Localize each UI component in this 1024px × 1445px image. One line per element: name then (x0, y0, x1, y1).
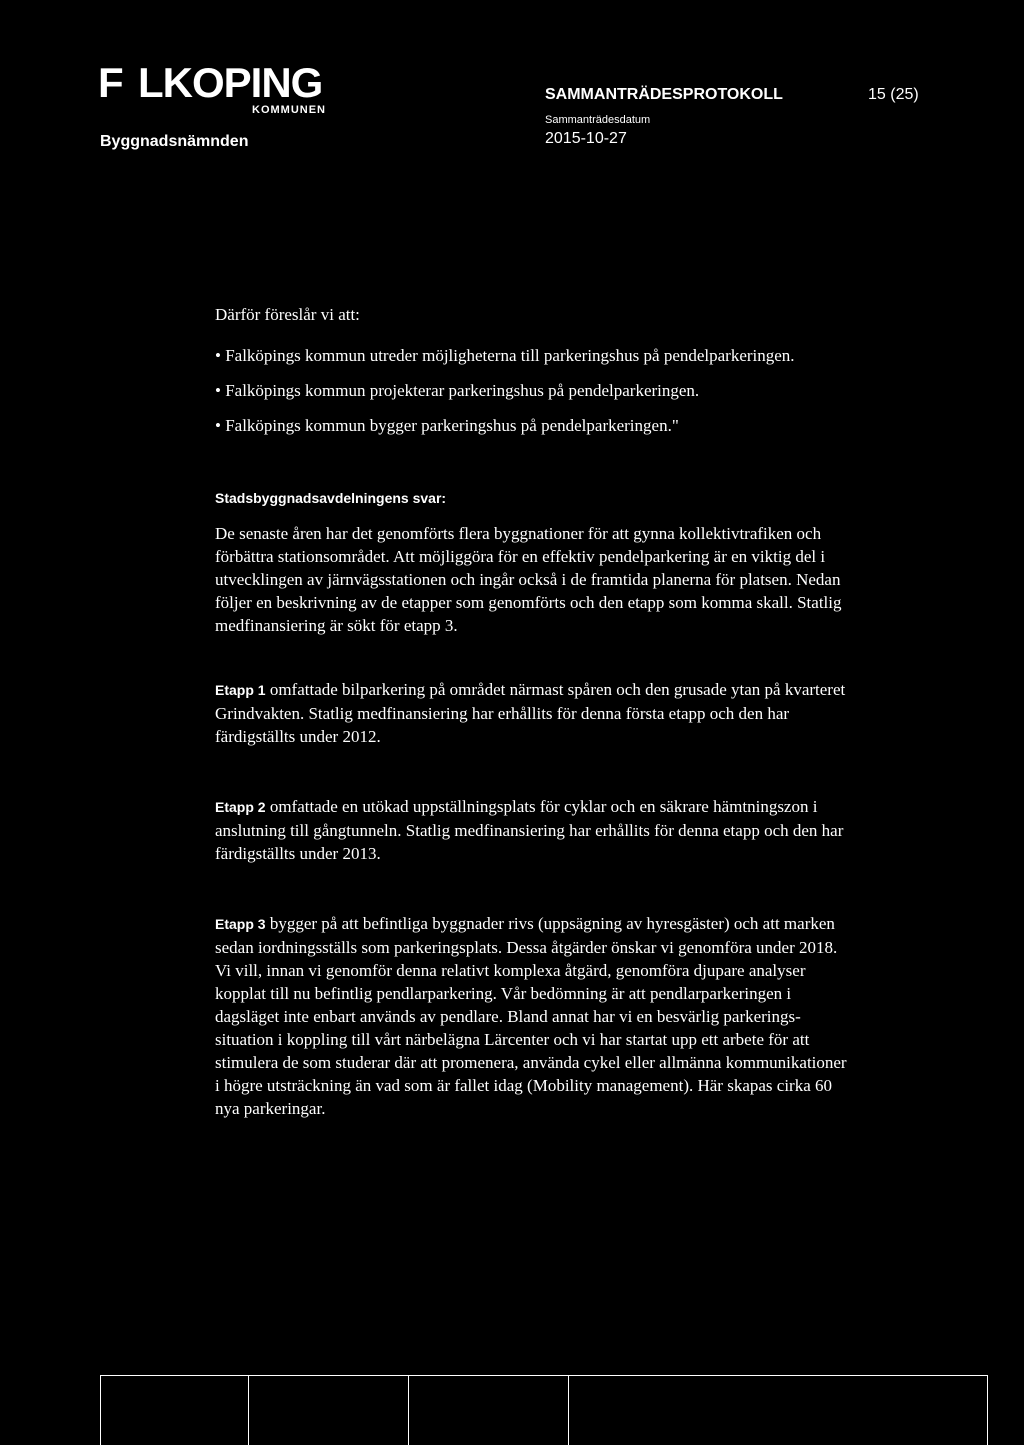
signature-cell (569, 1376, 987, 1445)
proposal-bullet-1: • Falköpings kommun utreder möjligheterna till parkeringshus på pendelparkeringen. (215, 346, 795, 365)
stage-1-paragraph (215, 678, 855, 748)
stage-2-label: Etapp 2 (215, 799, 266, 815)
document-type: SAMMANTRÄDESPROTOKOLL (545, 86, 783, 103)
stage-3-paragraph (215, 912, 855, 1120)
signature-cell (101, 1376, 249, 1445)
proposal-bullet-3: • Falköpings kommun bygger parkeringshus på pendelparkeringen." (215, 416, 679, 435)
document-body (215, 303, 855, 1120)
logo-subtitle: KOMMUNEN (252, 104, 326, 116)
stage-3-text: bygger på att befintliga byggnader rivs (uppsägning av hyresgäster) och att marken sedan iordningsställs som parkeringsplats. Dessa åtgärder önskar vi genomföra under 2018. Vi vill, innan vi genomför denna relativt komplexa åtgärd, genomföra djupare analyser kopplat till nu befintlig pendlarparkering. Vår bedömning är att pendlarparkeringen i dagsläget inte enbart används av pendlare. Bland annat har vi en besvärlig parkerings-situation i koppling till vårt närbelägna Lärcenter och vi har startat upp ett arbete för att stimulera de som studerar där att promenera, använda cykel eller allmänna kommunikationer i högre utsträckning än vad som är fallet idag (Mobility management). Här skapas cirka 60 nya parkeringar. (215, 914, 847, 1118)
date-label: Sammanträdesdatum (545, 114, 651, 126)
stage-2-text: omfattade en utökad uppställningsplats för cyklar och en säkrare hämtningszon i anslutning till gångtunneln. Statlig medfinansiering har erhållits för denna etapp och den har färdigställts under 2013. (215, 797, 844, 863)
stage-2-paragraph (215, 795, 855, 865)
page-number: 15 (25) (868, 86, 919, 103)
stage-1-label: Etapp 1 (215, 682, 266, 698)
stage-3-label: Etapp 3 (215, 916, 266, 932)
signature-table (100, 1375, 988, 1445)
stage-1-text: omfattade bilparkering på området närmast spåren och den grusade ytan på kvarteret Grindvakten. Statlig medfinansiering har erhållits för denna första etapp och den har färdigställts under 2012. (215, 680, 846, 746)
board-name: Byggnadsnämnden (100, 133, 249, 150)
proposal-bullet-2: • Falköpings kommun projekterar parkeringshus på pendelparkeringen. (215, 381, 700, 400)
signature-cell (409, 1376, 569, 1445)
municipality-logo (98, 59, 323, 106)
logo-text: LKOPING (138, 59, 323, 106)
logo-initial: F (98, 59, 123, 106)
proposal-intro: Därför föreslår vi att: (215, 305, 360, 324)
answer-heading: Stadsbyggnadsavdelningens svar: (215, 490, 447, 506)
answer-text: De senaste åren har det genomförts flera byggnationer för att gynna kollektivtrafiken och förbättra stationsområdet. Att möjliggöra för en effektiv pendelparkering är en viktig del i utvecklingen av järnvägsstationen och ingår också i de framtida planerna för platsen. Nedan följer en beskrivning av de etapper som genomförts och den etapp som komma skall. Statlig medfinansiering är sökt för etapp 3. (215, 524, 842, 635)
meeting-date: 2015-10-27 (545, 130, 627, 147)
signature-cell (249, 1376, 409, 1445)
